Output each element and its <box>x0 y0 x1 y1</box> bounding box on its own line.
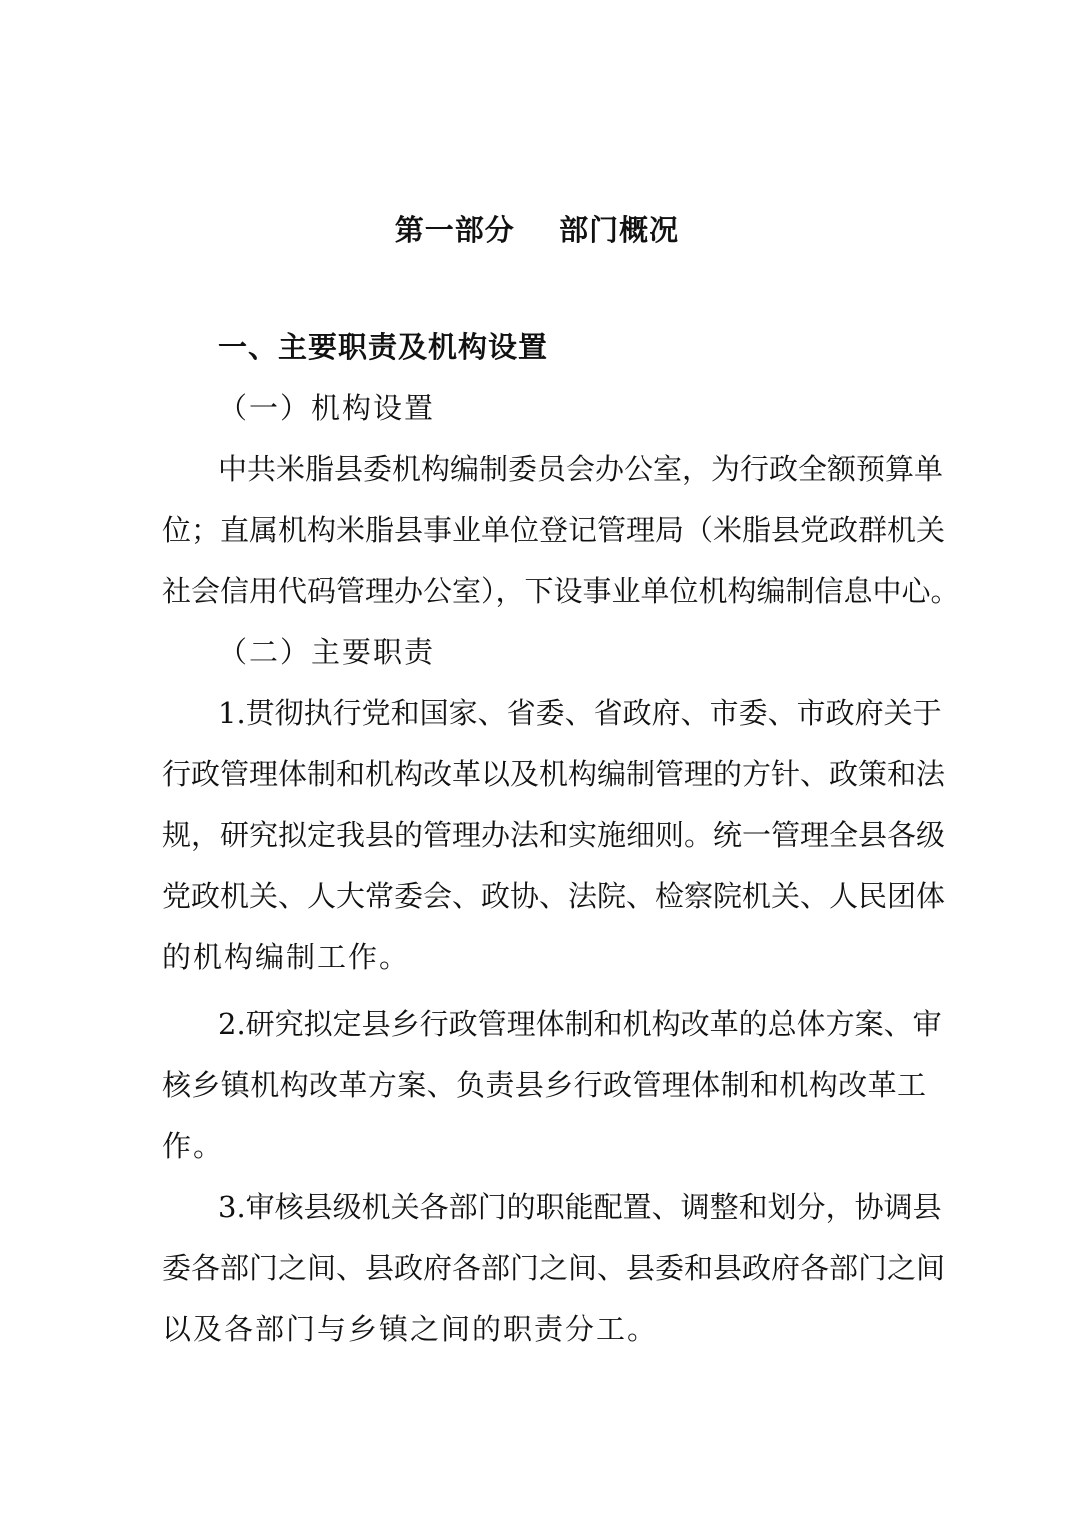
paragraph-line: 委各部门之间、县政府各部门之间、县委和县政府各部门之间 <box>162 1251 946 1285</box>
subsection-heading-org: （一）机构设置 <box>218 391 436 425</box>
paragraph-line: 行政管理体制和机构改革以及机构编制管理的方针、政策和法 <box>162 757 946 791</box>
paragraph-line: 3.审核县级机关各部门的职能配置、调整和划分，协调县 <box>218 1190 942 1224</box>
paragraph-line: 规，研究拟定我县的管理办法和实施细则。统一管理全县各级 <box>162 818 946 852</box>
paragraph-line: 位；直属机构米脂县事业单位登记管理局（米脂县党政群机关 <box>162 513 946 547</box>
paragraph-line: 的机构编制工作。 <box>162 940 411 974</box>
paragraph-line: 党政机关、人大常委会、政协、法院、检察院机关、人民团体 <box>162 879 946 913</box>
subsection-heading-duties: （二）主要职责 <box>218 635 436 669</box>
paragraph-line: 1.贯彻执行党和国家、省委、省政府、市委、市政府关于 <box>218 696 942 730</box>
paragraph-line: 中共米脂县委机构编制委员会办公室，为行政全额预算单 <box>218 452 944 486</box>
paragraph-line: 以及各部门与乡镇之间的职责分工。 <box>162 1312 659 1346</box>
paragraph-line: 2.研究拟定县乡行政管理体制和机构改革的总体方案、审 <box>218 1007 942 1041</box>
page-title: 第一部分 部门概况 <box>394 213 680 247</box>
paragraph-line: 社会信用代码管理办公室），下设事业单位机构编制信息中心。 <box>162 574 960 608</box>
section-heading: 一、主要职责及机构设置 <box>218 330 549 364</box>
paragraph-line: 作。 <box>162 1129 225 1163</box>
paragraph-line: 核乡镇机构改革方案、负责县乡行政管理体制和机构改革工 <box>162 1068 926 1102</box>
